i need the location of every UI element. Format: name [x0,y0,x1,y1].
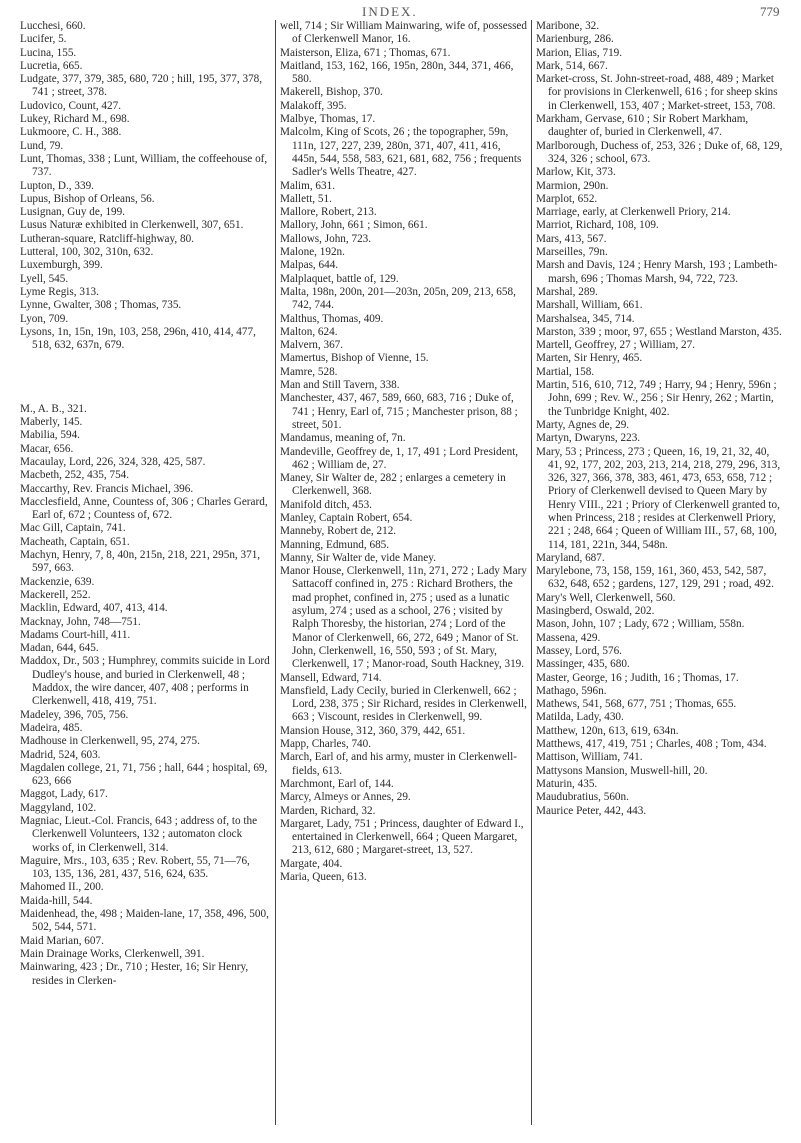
index-entry: Mac Gill, Captain, 741. [20,522,126,535]
index-entry: Machyn, Henry, 7, 8, 40n, 215n, 218, 221, 295n, 371, 597, 663. [20,549,261,575]
index-entry: Mallett, 51. [280,192,332,205]
index-entry: Macaulay, Lord, 226, 324, 328, 425, 587. [20,455,206,468]
index-entry: Mary, 53 ; Princess, 273 ; Queen, 16, 19, 21, 32, 40, 41, 92, 177, 202, 203, 213, 214, 218, 279, 296, 313, 326, 327, 366, 378, 383, 461, 473, 653, 658, 712 ; Priory of Clerkenwell devised to Queen Mary by Henry VIII., 221 ; Priory of Clerkenwell granted to, when Princess, 218 ; resides at Clerkenwell Priory, 221 ; 248, 664 ; Queen of William III., 57, 68, 100, 114, 181, 221n, 344, 548n. [536,445,781,551]
index-entry: Lunt, Thomas, 338 ; Lunt, William, the coffeehouse of, 737. [20,152,268,179]
index-entry: Marston, 339 ; moor, 97, 655 ; Westland Marston, 435. [536,325,782,338]
index-entry: Mattison, William, 741. [536,751,643,764]
index-entry: Marshal, 289. [536,285,598,298]
index-entry: Lynne, Gwalter, 308 ; Thomas, 735. [20,299,182,312]
index-entry: Marden, Richard, 32. [280,804,376,817]
index-entry: Mapp, Charles, 740. [280,738,372,751]
index-entry: Mallows, John, 723. [280,232,372,245]
index-entry: Madhouse in Clerkenwell, 95, 274, 275. [20,735,200,748]
index-entry: Maryland, 687. [536,551,605,564]
index-entry: Matthew, 120n, 613, 619, 634n. [536,724,679,737]
index-entry: Martyn, Dwaryns, 223. [536,432,641,445]
index-entry: Master, George, 16 ; Judith, 16 ; Thomas, 17. [536,671,739,684]
index-entry: Lucina, 155. [20,46,77,59]
index-entry: Lukey, Richard M., 698. [20,113,130,126]
index-entry: M., A. B., 321. [20,402,87,415]
index-entry: Macklin, Edward, 407, 413, 414. [20,602,168,615]
index-entry: Massey, Lord, 576. [536,644,622,657]
index-entry: Marlborough, Duchess of, 253, 326 ; Duke of, 68, 129, 324, 326 ; school, 673. [536,139,783,165]
index-entry: Maddox, Dr., 503 ; Humphrey, commits suicide in Lord Dudley's house, and buried in Clerkenwell, 48 ; Maddox, the wire dancer, 407, 408 ; performs in Clerkenwell, 418, 419, 751. [20,655,270,708]
index-entry: Lusignan, Guy de, 199. [20,206,126,219]
index-entry: Mansfield, Lady Cecily, buried in Clerkenwell, 662 ; Lord, 238, 375 ; Sir Richard, resides in Clerkenwell, 663 ; Viscount, resides in Clerkenwell, 99. [280,684,527,724]
index-entry: Marmion, 290n. [536,179,609,192]
index-entry: Mamre, 528. [280,365,338,378]
index-entry: Mandeville, Geoffrey de, 1, 17, 491 ; Lord President, 462 ; William de, 27. [280,445,519,471]
index-entry: Maggot, Lady, 617. [20,788,108,801]
index-entry: Malbye, Thomas, 17. [280,113,376,126]
index-entry: Mamertus, Bishop of Vienne, 15. [280,352,429,365]
index-entry: Lysons, 1n, 15n, 19n, 103, 258, 296n, 410, 414, 477, 518, 632, 637n, 679. [20,325,256,352]
index-entry: Madrid, 524, 603. [20,748,101,761]
index-entry: Marshalsea, 345, 714. [536,312,635,325]
index-entry: Lund, 79. [20,139,64,152]
index-entry: Manneby, Robert de, 212. [280,525,397,538]
index-entry: Mathews, 541, 568, 677, 751 ; Thomas, 655. [536,698,737,711]
index-entry: Malta, 198n, 200n, 201—203n, 205n, 209, 213, 658, 742, 744. [280,285,516,312]
index-entry: Macbeth, 252, 435, 754. [20,469,130,482]
index-entry: Lutteral, 100, 302, 310n, 632. [20,246,154,259]
index-entry: Marty, Agnes de, 29. [536,418,630,431]
index-entry: Lucretia, 665. [20,59,83,72]
index-entry: Mandamus, meaning of, 7n. [280,432,406,445]
index-entry: Mallore, Robert, 213. [280,206,377,219]
index-entry: Maribone, 32. [536,20,600,32]
index-entry: Lupton, D., 339. [20,179,94,192]
index-entry: Magdalen college, 21, 71, 756 ; hall, 644 ; hospital, 69, 623, 666 [20,761,268,788]
index-entry: Marriot, Richard, 108, 109. [536,219,659,232]
index-entry: Mabilia, 594. [20,429,80,442]
index-entry: Martial, 158. [536,365,595,378]
index-entry: Malplaquet, battle of, 129. [280,272,399,285]
index-entry: Lukmoore, C. H., 388. [20,126,122,139]
index-entry: Maberly, 145. [20,416,83,429]
index-entry: Manchester, 437, 467, 589, 660, 683, 716 ; Duke of, 741 ; Henry, Earl of, 715 ; Manchester prison, 88 ; street, 501. [280,392,518,431]
index-entry: Maudubratius, 560n. [536,791,629,804]
index-entry: Matthews, 417, 419, 751 ; Charles, 408 ; Tom, 434. [536,738,767,751]
index-entry: Marcy, Almeys or Annes, 29. [280,791,411,804]
index-entry: Mainwaring, 423 ; Dr., 710 ; Hester, 16; Sir Henry, resides in Clerken- [20,961,249,987]
index-entry: Lyon, 709. [20,312,69,325]
index-entry: Margate, 404. [280,857,343,870]
index-entry: Lyme Regis, 313. [20,285,99,298]
index-entry: Matilda, Lady, 430. [536,711,624,724]
index-entry: Macar, 656. [20,442,74,455]
index-column-2 [280,20,528,884]
index-entry: Macknay, John, 748—751. [20,615,141,628]
index-entry: Margaret, Lady, 751 ; Princess, daughter of Edward I., entertained in Clerkenwell, 664 ; Queen Margaret, 213, 612, 680 ; Margaret-street, 13, 527. [280,817,524,857]
page-number: 779 [760,4,780,19]
page-title: INDEX. [362,4,418,19]
index-entry: Magniac, Lieut.-Col. Francis, 643 ; address of, to the Clerkenwell Volunteers, 132 ; automaton clock works of, in Clerkenwell, 314. [20,815,258,854]
index-entry: Macheath, Captain, 651. [20,535,130,548]
index-column-1 [20,20,272,988]
index-entry: Madams Court-hill, 411. [20,628,131,641]
index-entry: March, Earl of, and his army, muster in Clerkenwell-fields, 613. [280,751,517,777]
index-entry: Mary's Well, Clerkenwell, 560. [536,591,676,604]
index-entry: Marplot, 652. [536,192,598,205]
index-entry: Marseilles, 79n. [536,246,608,259]
index-entry: Manning, Edmund, 685. [280,538,390,551]
index-entry: Maggyland, 102. [20,801,97,814]
index-entry: Lucifer, 5. [20,33,67,46]
index-entry: Maitland, 153, 162, 166, 195n, 280n, 344, 371, 466, 580. [280,59,514,86]
index-entry: Ludgate, 377, 379, 385, 680, 720 ; hill, 195, 377, 378, 741 ; street, 378. [20,73,263,99]
index-entry: Maria, Queen, 613. [280,871,367,883]
index-entry: Madeley, 396, 705, 756. [20,708,129,721]
index-entry: Marion, Elias, 719. [536,46,623,59]
index-entry: Man and Still Tavern, 338. [280,379,400,392]
index-entry: Malone, 192n. [280,246,345,259]
index-entry: Malcolm, King of Scots, 26 ; the topographer, 59n, 111n, 127, 227, 239, 280n, 371, 407, 411, 416, 445n, 544, 558, 583, 621, 681, 682, 756 ; frequents Sadler's Wells Theatre, 427. [280,126,522,179]
index-entry: Maccarthy, Rev. Francis Michael, 396. [20,482,194,495]
index-entry: Maida-hill, 544. [20,894,93,907]
index-entry: Lyell, 545. [20,272,69,285]
index-entry: Marchmont, Earl of, 144. [280,777,394,790]
index-entry: well, 714 ; Sir William Mainwaring, wife of, possessed of Clerkenwell Manor, 16. [280,20,527,46]
index-entry: Mark, 514, 667. [536,59,608,72]
index-entry: Manifold ditch, 453. [280,498,372,511]
index-entry: Maguire, Mrs., 103, 635 ; Rev. Robert, 55, 71—76, 103, 135, 136, 281, 437, 516, 624, 635. [20,854,250,881]
column-divider [531,20,532,1125]
index-entry: Mason, John, 107 ; Lady, 672 ; William, 558n. [536,618,745,631]
section-gap [20,364,272,392]
index-entry: Malvern, 367. [280,339,344,352]
index-entry: Mattysons Mansion, Muswell-hill, 20. [536,764,708,777]
index-entry: Mackenzie, 639. [20,575,95,588]
index-entry: Maidenhead, the, 498 ; Maiden-lane, 17, 358, 496, 500, 502, 544, 571. [20,908,269,934]
index-entry: Marsh and Davis, 124 ; Henry Marsh, 193 ; Lambeth-marsh, 696 ; Thomas Marsh, 94, 722, 723. [536,259,778,285]
index-entry: Madeira, 485. [20,721,83,734]
index-entry: Lupus, Bishop of Orleans, 56. [20,192,155,205]
index-entry: Markham, Gervase, 610 ; Sir Robert Markham, daughter of, buried in Clerkenwell, 47. [536,113,749,139]
index-entry: Massena, 429. [536,631,601,644]
index-entry: Maturin, 435. [536,777,598,790]
index-entry: Mansion House, 312, 360, 379, 442, 651. [280,724,466,737]
index-entry: Marriage, early, at Clerkenwell Priory, 214. [536,206,731,219]
index-entry: Mahomed II., 200. [20,881,104,894]
index-entry: Marshall, William, 661. [536,299,643,312]
index-entry: Mathago, 596n. [536,684,607,697]
index-entry: Maurice Peter, 442, 443. [536,804,647,817]
index-entry: Lutheran-square, Ratcliff-highway, 80. [20,232,194,245]
index-entry: Mackerell, 252. [20,588,91,601]
index-entry: Martell, Geoffrey, 27 ; William, 27. [536,339,696,352]
index-column-3 [536,20,784,818]
index-entry: Mallory, John, 661 ; Simon, 661. [280,219,428,232]
index-entry: Manley, Captain Robert, 654. [280,511,413,524]
index-entry: Malthus, Thomas, 409. [280,312,384,325]
index-entry: Market-cross, St. John-street-road, 488, 489 ; Market for provisions in Clerkenwell, 616 ; for sheep skins in Clerkenwell, 153, 407 ; Market-street, 153, 708. [536,73,778,112]
index-entry: Maid Marian, 607. [20,934,104,947]
index-entry: Martin, 516, 610, 712, 749 ; Harry, 94 ; Henry, 596n ; John, 699 ; Rev. W., 256 ; Sir Henry, 262 ; Martin, the Tunbridge Knight, 402. [536,379,777,418]
index-entry: Malim, 631. [280,179,336,192]
index-entry: Luxemburgh, 399. [20,259,103,272]
index-entry: Masingberd, Oswald, 202. [536,605,655,618]
index-entry: Malton, 624. [280,325,338,338]
index-entry: Makerell, Bishop, 370. [280,86,383,99]
index-entry: Marienburg, 286. [536,33,614,46]
index-entry: Marylebone, 73, 158, 159, 161, 360, 453, 542, 587, 632, 648, 652 ; gardens, 127, 129, 291 ; road, 492. [536,565,774,591]
index-entry: Malpas, 644. [280,259,339,272]
index-entry: Lucchesi, 660. [20,20,86,32]
index-entry: Malakoff, 395. [280,99,347,112]
index-entry: Massinger, 435, 680. [536,658,630,671]
index-entry: Marten, Sir Henry, 465. [536,352,643,365]
index-entry: Ludovico, Count, 427. [20,99,121,112]
index-entry: Madan, 644, 645. [20,642,99,655]
index-entry: Main Drainage Works, Clerkenwell, 391. [20,947,205,960]
index-entry: Manny, Sir Walter de, vide Maney. [280,551,436,564]
index-entry: Mansell, Edward, 714. [280,671,382,684]
column-divider [275,20,276,1125]
index-entry: Macclesfield, Anne, Countess of, 306 ; Charles Gerard, Earl of, 672 ; Countess of, 672. [20,495,268,522]
index-entry: Lusus Naturæ exhibited in Clerkenwell, 307, 651. [20,219,244,232]
index-entry: Manor House, Clerkenwell, 11n, 271, 272 ; Lady Mary Sattacoff confined in, 275 : Richard Brothers, the mad prophet, confined in, 275 ; used as a lunatic asylum, 274 ; used as a school, 276 ; visited by Ralph Thoresby, the historian, 274 ; Lord of the Manor of Clerkenwell, 66, 272, 649 ; Manor of St. John, Clerkenwell, 16, 550, 593 ; of St. Mary, Clerkenwell, 17 ; Manor-road, South Hackney, 319. [280,565,527,671]
index-entry: Maney, Sir Walter de, 282 ; enlarges a cemetery in Clerkenwell, 368. [280,472,506,498]
index-entry: Maisterson, Eliza, 671 ; Thomas, 671. [280,46,451,59]
index-entry: Mars, 413, 567. [536,232,607,245]
index-entry: Marlow, Kit, 373. [536,166,616,179]
